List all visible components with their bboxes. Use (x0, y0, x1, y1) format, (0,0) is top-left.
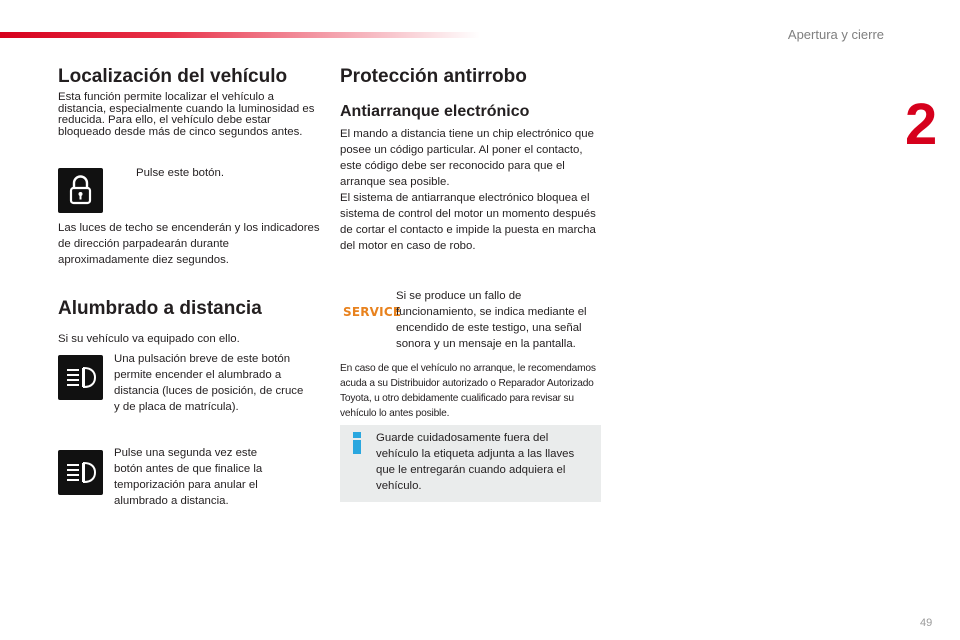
immobiliser-subtitle: Antiarranque electrónico (340, 103, 530, 120)
antitheft-title: Protección antirrobo (340, 66, 527, 87)
section-title: Apertura y cierre (787, 27, 884, 42)
breakdown-note: En caso de que el vehículo no arranque, le recomendamos acuda a su Distribuidor autorizado o Reparador Autorizado Toyota, u otro debidamente cualificado para revisar su vehículo lo antes posible. (340, 363, 596, 419)
lighting-step2: Pulse una segunda vez este botón antes de que finalice la temporización para anular el alumbrado a distancia. (114, 447, 263, 507)
locate-bullet-text: Pulse este botón. (136, 167, 225, 179)
info-icon (352, 432, 362, 452)
info-box (340, 425, 601, 502)
locate-intro: Esta función permite localizar el vehículo a distancia, especialmente cuando la luminosidad es reducida. Para ello, el vehículo debe estar bloqueado desde más de cinco segundos antes. (58, 91, 315, 138)
immobiliser-para2: El sistema de antiarranque electrónico bloquea el sistema de control del motor un momento después de cortar el contacto e impide la puesta en marcha del motor en caso de robo. (340, 192, 596, 252)
header-accent-bar (0, 32, 480, 38)
chapter-number: 2 (905, 92, 938, 157)
immobiliser-para1: El mando a distancia tiene un chip electrónico que posee un código particular. Al poner el contacto, este código debe ser reconocido para que el arranque sea posible. (340, 128, 594, 188)
locate-result: Las luces de techo se encenderán y los indicadores de dirección parpadearán durante aproximadamente diez segundos. (58, 222, 320, 266)
locate-title: Localización del vehículo (58, 66, 288, 87)
page-number: 49 (920, 617, 933, 629)
headlight-icon (58, 355, 103, 400)
lighting-step1: Una pulsación breve de este botón permite encender el alumbrado a distancia (luces de posición, de cruce y de placa de matrícula). (114, 353, 304, 413)
service-text: Si se produce un fallo de funcionamiento, se indica mediante el encendido de este testigo, una señal sonora y un mensaje en la pantalla. (396, 290, 587, 350)
lock-icon (58, 168, 103, 213)
lighting-title: Alumbrado a distancia (58, 298, 262, 319)
lighting-intro: Si su vehículo va equipado con ello. (58, 333, 240, 345)
headlight-icon (58, 450, 103, 495)
service-warning-icon: SERVICE (343, 305, 402, 319)
info-text: Guarde cuidadosamente fuera del vehículo la etiqueta adjunta a las llaves que le entregarán cuando adquiera el vehículo. (376, 432, 575, 492)
